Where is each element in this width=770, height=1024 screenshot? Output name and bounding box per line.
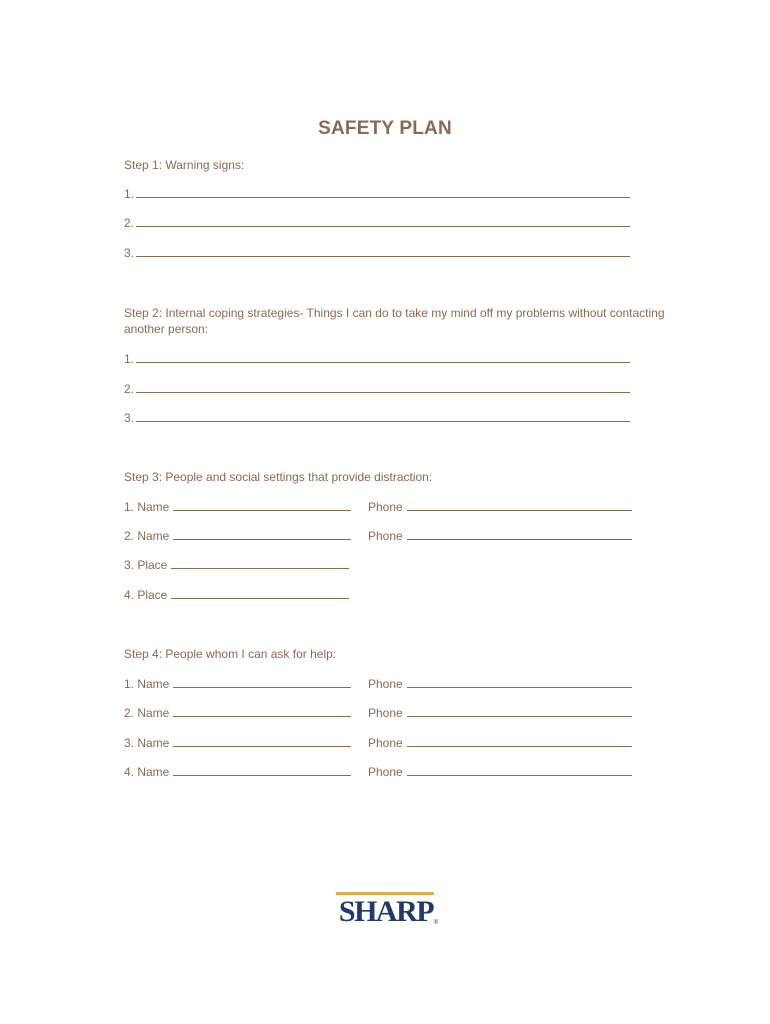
step4-row-4-phone-blank[interactable] (407, 764, 632, 776)
step2-item-3[interactable] (124, 410, 644, 426)
step4-row-2-phone-label: Phone (368, 706, 403, 720)
step2-item-3-blank[interactable] (136, 410, 630, 422)
step3-row-4-place[interactable] (124, 587, 349, 603)
step4-row-4-name-blank[interactable] (173, 764, 351, 776)
step1-item-3[interactable] (124, 245, 644, 261)
logo-text: SHARP (338, 895, 434, 928)
step4-row-1-phone-blank[interactable] (407, 676, 632, 688)
step1-item-1-number: 1. (124, 187, 135, 201)
step4-row-3-label: 3. Name (124, 736, 170, 750)
step3-row-2-name[interactable] (124, 528, 351, 544)
step3-row-2-phone[interactable] (368, 528, 632, 544)
step2-item-2-number: 2. (124, 382, 135, 396)
step3-row-4-place-blank[interactable] (171, 587, 349, 599)
step1-item-1[interactable] (124, 186, 644, 202)
step4-row-3-name-blank[interactable] (173, 735, 351, 747)
step4-row-1-name-blank[interactable] (173, 676, 351, 688)
step1-item-1-blank[interactable] (136, 186, 630, 198)
step3-row-1-phone-blank[interactable] (407, 499, 632, 511)
sharp-logo (334, 890, 438, 934)
step4-row-4-phone-label: Phone (368, 765, 403, 779)
step3-heading: Step 3: People and social settings that provide distraction: (124, 470, 433, 484)
step4-row-3-phone-blank[interactable] (407, 735, 632, 747)
step4-row-1-label: 1. Name (124, 677, 170, 691)
step4-row-3-name[interactable] (124, 735, 351, 751)
step1-item-3-number: 3. (124, 246, 135, 260)
step1-item-2-blank[interactable] (136, 215, 630, 227)
step1-item-2-number: 2. (124, 216, 135, 230)
step4-row-4-name[interactable] (124, 764, 351, 780)
step1-heading: Step 1: Warning signs: (124, 158, 245, 172)
step4-row-2-phone[interactable] (368, 705, 632, 721)
step2-item-1[interactable] (124, 351, 644, 367)
step2-item-2-blank[interactable] (136, 381, 630, 393)
step4-row-3-phone[interactable] (368, 735, 632, 751)
step4-row-2-name[interactable] (124, 705, 351, 721)
step2-heading: Step 2: Internal coping strategies- Things I can do to take my mind off my problems without contacting another person: (124, 306, 665, 336)
step3-row-2-label: 2. Name (124, 529, 170, 543)
step3-row-3-label: 3. Place (124, 558, 168, 572)
step3-row-2-phone-label: Phone (368, 529, 403, 543)
page-title: SAFETY PLAN (318, 118, 452, 139)
step3-row-3-place[interactable] (124, 557, 349, 573)
step4-row-4-label: 4. Name (124, 765, 170, 779)
step2-item-1-number: 1. (124, 352, 135, 366)
step4-row-3-phone-label: Phone (368, 736, 403, 750)
step4-row-1-phone-label: Phone (368, 677, 403, 691)
step3-row-1-name-blank[interactable] (173, 499, 351, 511)
step3-row-3-place-blank[interactable] (171, 557, 349, 569)
step3-row-1-label: 1. Name (124, 500, 170, 514)
step3-row-1-phone-label: Phone (368, 500, 403, 514)
step4-row-1-phone[interactable] (368, 676, 632, 692)
step1-item-3-blank[interactable] (136, 245, 630, 257)
step4-row-1-name[interactable] (124, 676, 351, 692)
step4-row-4-phone[interactable] (368, 764, 632, 780)
step4-row-2-name-blank[interactable] (173, 705, 351, 717)
step3-row-2-name-blank[interactable] (173, 528, 351, 540)
registered-mark: ® (433, 920, 438, 926)
step4-heading: Step 4: People whom I can ask for help: (124, 647, 337, 661)
step3-row-1-name[interactable] (124, 499, 351, 515)
step4-row-2-label: 2. Name (124, 706, 170, 720)
step3-row-1-phone[interactable] (368, 499, 632, 515)
step2-item-2[interactable] (124, 381, 644, 397)
step4-row-2-phone-blank[interactable] (407, 705, 632, 717)
step1-item-2[interactable] (124, 215, 644, 231)
step2-item-3-number: 3. (124, 411, 135, 425)
step2-item-1-blank[interactable] (136, 351, 630, 363)
step3-row-4-label: 4. Place (124, 588, 168, 602)
step3-row-2-phone-blank[interactable] (407, 528, 632, 540)
